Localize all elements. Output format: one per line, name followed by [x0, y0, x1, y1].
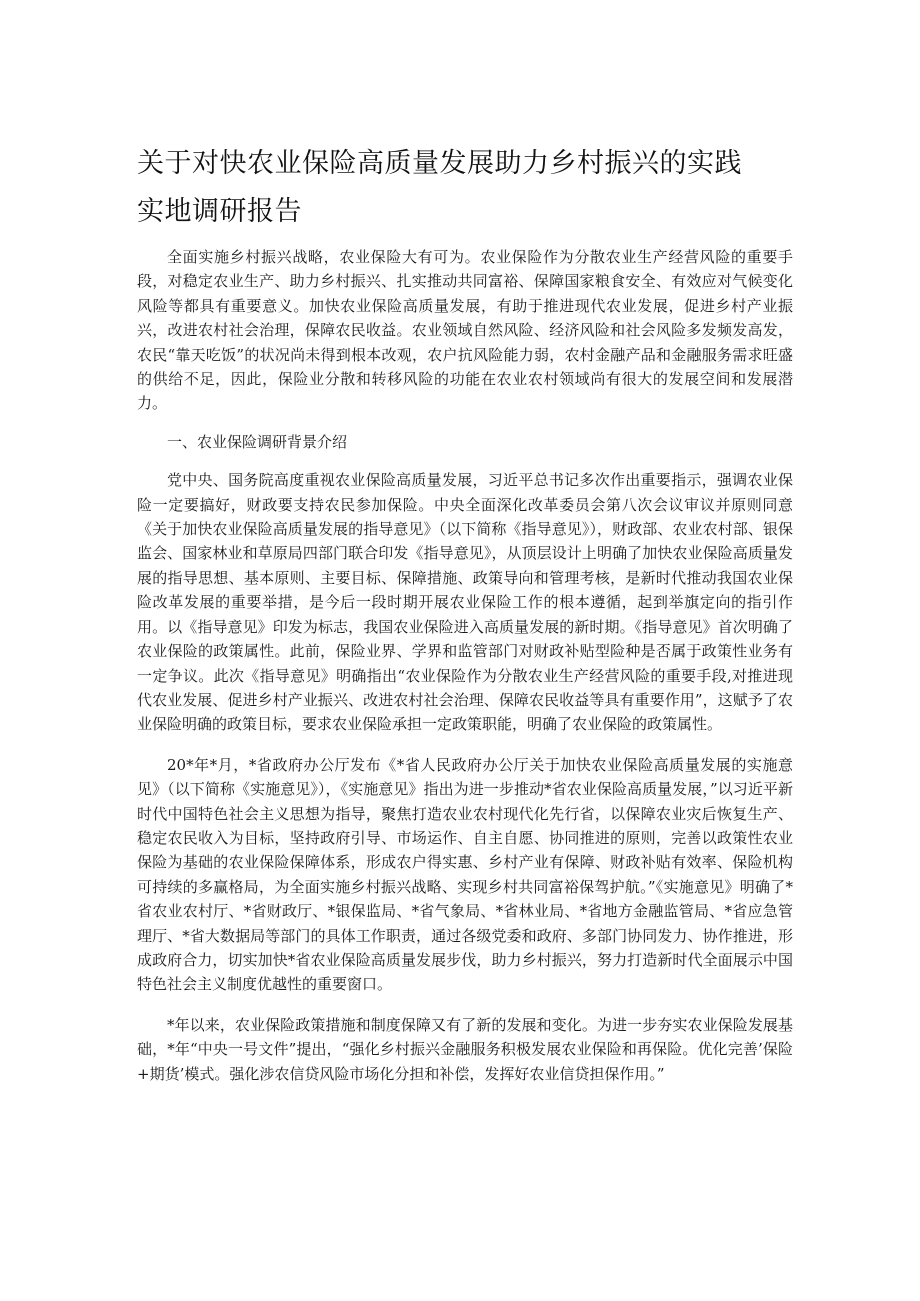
- provincial-policy-paragraph: 20*年*月，*省政府办公厅发布《*省人民政府办公厅关于加快农业保险高质量发展的实施意见》（以下简称《实施意见》），《实施意见》指出为进一步推动*省农业保险高质量发展，”以习近平新时代中国特色社会主义思想为指导，聚焦打造农业农村现代化先行省，以保障农业灾后恢复生产、稳定农民收入为目标，坚持政府引导、市场运作、自主自愿、协同推进的原则，完善以政策性农业保险为基础的农业保险保障体系，形成农户得实惠、乡村产业有保障、财政补贴有效率、保险机构可持续的多赢格局，为全面实施乡村振兴战略、实现乡村共同富裕保驾护航。”《实施意见》明确了*省农业农村厅、*省财政厅、*银保监局、*省气象局、*省林业局、*省地方金融监管局、*省应急管理厅、*省大数据局等部门的具体工作职责，通过各级党委和政府、多部门协同发力、协作推进，形成政府合力，切实加快*省农业保险高质量发展步伐，助力乡村振兴，努力打造新时代全面展示中国特色社会主义制度优越性的重要窗口。: [137, 755, 793, 994]
- recent-policy-paragraph: *年以来，农业保险政策措施和制度保障又有了新的发展和变化。为进一步夯实农业保险发展基础，*年“中央一号文件”提出，“强化乡村振兴金融服务积极发展农业保险和再保险。优化完善’保险+期货’模式。强化涉农信贷风险市场化分担和补偿，发挥好农业信贷担保作用。”: [137, 1015, 793, 1083]
- intro-paragraph: 全面实施乡村振兴战略，农业保险大有可为。农业保险作为分散农业生产经营风险的重要手段，对稳定农业生产、助力乡村振兴、扎实推动共同富裕、保障国家粮食安全、有效应对气候变化风险等都具有重要意义。加快农业保险高质量发展，有助于推进现代农业发展，促进乡村产业振兴，改进农村社会治理，保障农民收益。农业领域自然风险、经济风险和社会风险多发频发高发，农民“靠天吃饭”的状况尚未得到根本改观，农户抗风险能力弱，农村金融产品和金融服务需求旺盛的供给不足，因此，保险业分散和转移风险的功能在农业农村领域尚有很大的发展空间和发展潜力。: [137, 248, 793, 413]
- section-heading: 一、农业保险调研背景介绍: [167, 432, 348, 451]
- document-title: [137, 140, 797, 236]
- document-body: [137, 245, 793, 1086]
- title-line-1: 关于对快农业保险高质量发展助力乡村振兴的实践: [137, 148, 742, 179]
- background-paragraph: 党中央、国务院高度重视农业保险高质量发展，习近平总书记多次作出重要指示，强调农业保险一定要搞好，财政要支持农民参加保险。中央全面深化改革委员会第八次会议审议并原则同意《关于加快农业保险高质量发展的指导意见》（以下简称《指导意见》），财政部、农业农村部、银保监会、国家林业和草原局四部门联合印发《指导意见》，从顶层设计上明确了加快农业保险高质量发展的指导思想、基本原则、主要目标、保障措施、政策导向和管理考核，是新时代推动我国农业保险改革发展的重要举措，是今后一段时期开展农业保险工作的根本遵循，起到举旗定向的指引作用。以《指导意见》印发为标志，我国农业保险进入高质量发展的新时期。《指导意见》首次明确了农业保险的政策属性。此前，保险业界、学界和监管部门对财政补贴型险种是否属于政策性业务有一定争议。此次《指导意见》明确指出“农业保险作为分散农业生产经营风险的重要手段,对推进现代农业发展、促进乡村产业振兴、改进农村社会治理、保障农民收益等具有重要作用”，这赋予了农业保险明确的政策目标，要求农业保险承担一定政策职能，明确了农业保险的政策属性。: [137, 471, 793, 734]
- title-line-2: 实地调研报告: [137, 196, 302, 227]
